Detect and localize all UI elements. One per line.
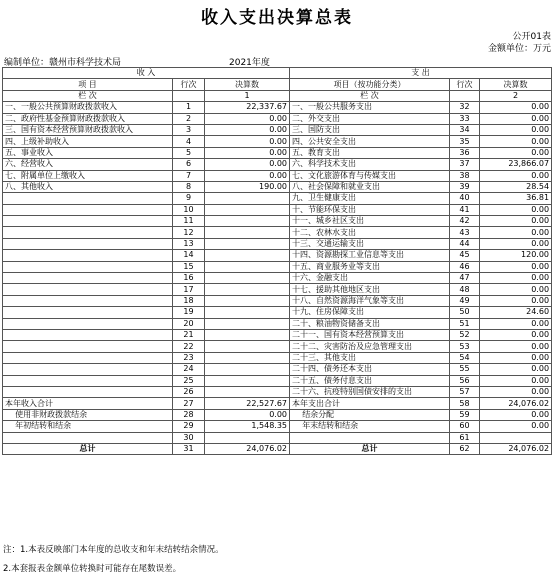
expense-item-cell: 十四、资源勘探工业信息等支出: [290, 250, 450, 261]
unit-label: 金额单位：万元: [487, 44, 551, 54]
income-seq-header: 行次: [173, 79, 205, 90]
income-item-cell: [3, 307, 173, 318]
organization-label: 编制单位：赣州市科学技术局: [4, 58, 122, 68]
expense-seq-cell: 34: [450, 124, 480, 135]
table-row: [3, 352, 552, 363]
expense-amount-cell: 23,866.07: [480, 159, 552, 170]
expense-seq-cell: 50: [450, 307, 480, 318]
income-item-cell: [3, 375, 173, 386]
table-row: [3, 295, 552, 306]
income-amount-cell: [205, 295, 290, 306]
income-item-cell: [3, 273, 173, 284]
expense-amount-cell: 28.54: [480, 181, 552, 192]
income-column-label: 栏 次: [3, 90, 173, 101]
expense-amount-header: 决算数: [480, 79, 552, 90]
income-seq-cell: 10: [173, 204, 205, 215]
table-row: [3, 318, 552, 329]
expense-amount-cell: 0.00: [480, 295, 552, 306]
table-row: [3, 159, 552, 170]
expense-amount-cell: 0.00: [480, 375, 552, 386]
income-item-cell: [3, 364, 173, 375]
income-item-cell: 三、国有资本经营预算财政拨款收入: [3, 124, 173, 135]
expense-item-cell: 十一、城乡社区支出: [290, 216, 450, 227]
expense-item-cell: 本年支出合计: [290, 398, 450, 409]
income-item-cell: [3, 193, 173, 204]
income-amount-cell: [205, 261, 290, 272]
expense-item-cell: 二十四、债务还本支出: [290, 364, 450, 375]
income-seq-cell: 29: [173, 421, 205, 432]
income-item-cell: 使用非财政拨款结余: [3, 409, 173, 420]
income-seq-cell: 20: [173, 318, 205, 329]
table-row: [3, 102, 552, 113]
expense-seq-cell: 53: [450, 341, 480, 352]
expense-amount-cell: 0.00: [480, 136, 552, 147]
expense-item-cell: 七、文化旅游体育与传媒支出: [290, 170, 450, 181]
expense-seq-cell: 52: [450, 329, 480, 340]
income-seq-cell: 25: [173, 375, 205, 386]
table-row: [3, 193, 552, 204]
income-seq-cell: 2: [173, 113, 205, 124]
expense-amount-cell: 0.00: [480, 352, 552, 363]
income-seq-cell: 28: [173, 409, 205, 420]
table-row: [3, 216, 552, 227]
expense-amount-cell: 0.00: [480, 113, 552, 124]
income-seq-cell: 13: [173, 238, 205, 249]
table-row: [3, 307, 552, 318]
table-row: [3, 341, 552, 352]
expense-seq-cell: 56: [450, 375, 480, 386]
income-seq-cell: 22: [173, 341, 205, 352]
table-row: [3, 204, 552, 215]
expense-item-cell: 十九、住房保障支出: [290, 307, 450, 318]
income-item-cell: [3, 341, 173, 352]
table-row: [3, 386, 552, 397]
income-item-cell: [3, 216, 173, 227]
income-seq-cell: 1: [173, 102, 205, 113]
income-amount-header: 决算数: [205, 79, 290, 90]
expense-item-cell: 三、国防支出: [290, 124, 450, 135]
expense-item-cell: 五、教育支出: [290, 147, 450, 158]
income-item-cell: [3, 261, 173, 272]
income-seq-cell: 8: [173, 181, 205, 192]
expense-item-cell: 十五、商业服务业等支出: [290, 261, 450, 272]
income-amount-cell: [205, 216, 290, 227]
income-amount-cell: [205, 341, 290, 352]
income-item-cell: [3, 352, 173, 363]
income-amount-cell: [205, 284, 290, 295]
expense-item-cell: 一、一般公共服务支出: [290, 102, 450, 113]
expense-seq-cell: 59: [450, 409, 480, 420]
income-amount-cell: [205, 273, 290, 284]
income-amount-cell: 190.00: [205, 181, 290, 192]
income-item-cell: [3, 227, 173, 238]
expense-seq-cell: 32: [450, 102, 480, 113]
income-item-cell: 年初结转和结余: [3, 421, 173, 432]
note-2: 2.本套报表金额单位转换时可能存在尾数误差。: [3, 564, 182, 574]
income-item-cell: [3, 295, 173, 306]
table-row: [3, 124, 552, 135]
income-seq-cell: 30: [173, 432, 205, 443]
income-amount-cell: [205, 386, 290, 397]
table-row: [3, 409, 552, 420]
expense-item-cell: 四、公共安全支出: [290, 136, 450, 147]
expense-seq-cell: 61: [450, 432, 480, 443]
expense-seq-cell: 44: [450, 238, 480, 249]
expense-amount-cell: 0.00: [480, 102, 552, 113]
income-seq-cell: 11: [173, 216, 205, 227]
expense-item-cell: 十、节能环保支出: [290, 204, 450, 215]
income-amount-cell: [205, 238, 290, 249]
expense-amount-cell: 0.00: [480, 364, 552, 375]
expense-amount-cell: 24,076.02: [480, 443, 552, 454]
table-row: [3, 443, 552, 454]
expense-amount-cell: 0.00: [480, 238, 552, 249]
expense-column-label: 栏 次: [290, 90, 450, 101]
expense-item-cell: 二十、粮油物资储备支出: [290, 318, 450, 329]
table-body: [3, 102, 552, 455]
expense-seq-cell: 55: [450, 364, 480, 375]
expense-amount-cell: 0.00: [480, 386, 552, 397]
table-row: [3, 227, 552, 238]
expense-item-cell: 二十六、抗疫特别国债安排的支出: [290, 386, 450, 397]
income-amount-cell: [205, 193, 290, 204]
income-column-number: 1: [205, 90, 290, 101]
expense-seq-cell: 38: [450, 170, 480, 181]
expense-item-cell: 八、社会保障和就业支出: [290, 181, 450, 192]
table-row: [3, 147, 552, 158]
income-item-cell: [3, 318, 173, 329]
expense-amount-cell: 0.00: [480, 261, 552, 272]
income-seq-cell: 4: [173, 136, 205, 147]
expense-item-cell: 二、外交支出: [290, 113, 450, 124]
income-seq-cell: 21: [173, 329, 205, 340]
note-1: 注：1.本表反映部门本年度的总收支和年末结转结余情况。: [3, 545, 224, 555]
income-seq-cell: 17: [173, 284, 205, 295]
expense-amount-cell: 24,076.02: [480, 398, 552, 409]
expense-item-cell: 二十一、国有资本经营预算支出: [290, 329, 450, 340]
income-item-cell: 六、经营收入: [3, 159, 173, 170]
expense-item-cell: 六、科学技术支出: [290, 159, 450, 170]
income-item-cell: [3, 329, 173, 340]
income-seq-cell: 23: [173, 352, 205, 363]
expense-amount-cell: 0.00: [480, 421, 552, 432]
table-row: [3, 375, 552, 386]
income-seq-cell: 24: [173, 364, 205, 375]
income-amount-cell: 0.00: [205, 124, 290, 135]
income-amount-cell: [205, 307, 290, 318]
expense-column-number: 2: [480, 90, 552, 101]
expense-amount-cell: 0.00: [480, 329, 552, 340]
table-row: [3, 284, 552, 295]
expense-seq-cell: 42: [450, 216, 480, 227]
income-seq-cell: 5: [173, 147, 205, 158]
expense-item-cell: 年末结转和结余: [290, 421, 450, 432]
income-item-cell: 七、附属单位上缴收入: [3, 170, 173, 181]
year-label: 2021年度: [229, 58, 270, 68]
expense-seq-cell: 39: [450, 181, 480, 192]
expense-amount-cell: 0.00: [480, 409, 552, 420]
table-row: [3, 136, 552, 147]
expense-seq-cell: 46: [450, 261, 480, 272]
income-column-blank: [173, 90, 205, 101]
expense-seq-header: 行次: [450, 79, 480, 90]
income-amount-cell: 0.00: [205, 409, 290, 420]
table-row: [3, 250, 552, 261]
income-amount-cell: 1,548.35: [205, 421, 290, 432]
income-seq-cell: 15: [173, 261, 205, 272]
expense-item-cell: 十七、援助其他地区支出: [290, 284, 450, 295]
expense-amount-cell: 0.00: [480, 124, 552, 135]
expense-item-cell: 总计: [290, 443, 450, 454]
table-row: [3, 170, 552, 181]
expense-seq-cell: 51: [450, 318, 480, 329]
form-number: 公开01表: [512, 32, 551, 42]
expense-seq-cell: 43: [450, 227, 480, 238]
expense-seq-cell: 58: [450, 398, 480, 409]
table-row: [3, 273, 552, 284]
expense-amount-cell: [480, 432, 552, 443]
income-seq-cell: 6: [173, 159, 205, 170]
expense-amount-cell: 0.00: [480, 170, 552, 181]
income-seq-cell: 18: [173, 295, 205, 306]
expense-seq-cell: 60: [450, 421, 480, 432]
expense-seq-cell: 62: [450, 443, 480, 454]
expense-item-cell: 十八、自然资源海洋气象等支出: [290, 295, 450, 306]
income-amount-cell: [205, 204, 290, 215]
income-amount-cell: 0.00: [205, 113, 290, 124]
expense-column-blank: [450, 90, 480, 101]
expense-amount-cell: 0.00: [480, 147, 552, 158]
expense-seq-cell: 47: [450, 273, 480, 284]
income-item-cell: 二、政府性基金预算财政拨款收入: [3, 113, 173, 124]
expense-amount-cell: 0.00: [480, 284, 552, 295]
income-amount-cell: [205, 375, 290, 386]
income-item-cell: 四、上级补助收入: [3, 136, 173, 147]
expense-seq-cell: 36: [450, 147, 480, 158]
expense-item-cell: 二十三、其他支出: [290, 352, 450, 363]
income-item-cell: 总计: [3, 443, 173, 454]
income-item-cell: [3, 250, 173, 261]
income-seq-cell: 31: [173, 443, 205, 454]
income-seq-cell: 3: [173, 124, 205, 135]
expense-amount-cell: 0.00: [480, 204, 552, 215]
income-seq-cell: 27: [173, 398, 205, 409]
expense-amount-cell: 24.60: [480, 307, 552, 318]
expense-seq-cell: 45: [450, 250, 480, 261]
income-item-cell: 八、其他收入: [3, 181, 173, 192]
expense-seq-cell: 37: [450, 159, 480, 170]
table-row: [3, 113, 552, 124]
expense-item-cell: 十六、金融支出: [290, 273, 450, 284]
expense-item-cell: [290, 432, 450, 443]
expense-amount-cell: 120.00: [480, 250, 552, 261]
summary-table: [2, 67, 552, 455]
income-item-header: 项 目: [3, 79, 173, 90]
page-title: 收入支出决算总表: [201, 8, 353, 28]
expense-seq-cell: 57: [450, 386, 480, 397]
table-row: [3, 329, 552, 340]
table-row: [3, 238, 552, 249]
income-item-cell: 本年收入合计: [3, 398, 173, 409]
income-amount-cell: 0.00: [205, 170, 290, 181]
expense-seq-cell: 54: [450, 352, 480, 363]
table-row: [3, 181, 552, 192]
income-seq-cell: 19: [173, 307, 205, 318]
expense-seq-cell: 48: [450, 284, 480, 295]
expense-seq-cell: 40: [450, 193, 480, 204]
income-seq-cell: 12: [173, 227, 205, 238]
expense-seq-cell: 35: [450, 136, 480, 147]
expense-amount-cell: 0.00: [480, 273, 552, 284]
expense-seq-cell: 49: [450, 295, 480, 306]
income-amount-cell: [205, 364, 290, 375]
income-amount-cell: 0.00: [205, 136, 290, 147]
expense-item-cell: 二十二、灾害防治及应急管理支出: [290, 341, 450, 352]
expense-amount-cell: 0.00: [480, 216, 552, 227]
income-item-cell: [3, 432, 173, 443]
income-header: 收 入: [3, 68, 290, 79]
expense-amount-cell: 0.00: [480, 318, 552, 329]
table-row: [3, 421, 552, 432]
income-amount-cell: [205, 352, 290, 363]
income-amount-cell: [205, 318, 290, 329]
expense-seq-cell: 41: [450, 204, 480, 215]
income-item-cell: [3, 204, 173, 215]
income-amount-cell: 24,076.02: [205, 443, 290, 454]
expense-amount-cell: 0.00: [480, 227, 552, 238]
income-amount-cell: 0.00: [205, 159, 290, 170]
expense-header: 支 出: [290, 68, 552, 79]
income-amount-cell: [205, 432, 290, 443]
table-row: [3, 432, 552, 443]
income-amount-cell: 22,337.67: [205, 102, 290, 113]
income-amount-cell: [205, 329, 290, 340]
table-row: [3, 261, 552, 272]
income-item-cell: 五、事业收入: [3, 147, 173, 158]
income-seq-cell: 14: [173, 250, 205, 261]
table-row: [3, 364, 552, 375]
income-amount-cell: [205, 227, 290, 238]
expense-item-cell: 结余分配: [290, 409, 450, 420]
income-seq-cell: 7: [173, 170, 205, 181]
table-row: [3, 398, 552, 409]
income-item-cell: [3, 284, 173, 295]
expense-item-cell: 九、卫生健康支出: [290, 193, 450, 204]
income-seq-cell: 26: [173, 386, 205, 397]
expense-seq-cell: 33: [450, 113, 480, 124]
income-item-cell: [3, 386, 173, 397]
expense-item-cell: 二十五、债务付息支出: [290, 375, 450, 386]
income-item-cell: 一、一般公共预算财政拨款收入: [3, 102, 173, 113]
income-item-cell: [3, 238, 173, 249]
expense-amount-cell: 36.81: [480, 193, 552, 204]
income-amount-cell: 0.00: [205, 147, 290, 158]
income-amount-cell: 22,527.67: [205, 398, 290, 409]
expense-item-cell: 十三、交通运输支出: [290, 238, 450, 249]
expense-amount-cell: 0.00: [480, 341, 552, 352]
expense-item-cell: 十二、农林水支出: [290, 227, 450, 238]
expense-item-header: 项目（按功能分类）: [290, 79, 450, 90]
income-seq-cell: 9: [173, 193, 205, 204]
income-seq-cell: 16: [173, 273, 205, 284]
income-amount-cell: [205, 250, 290, 261]
